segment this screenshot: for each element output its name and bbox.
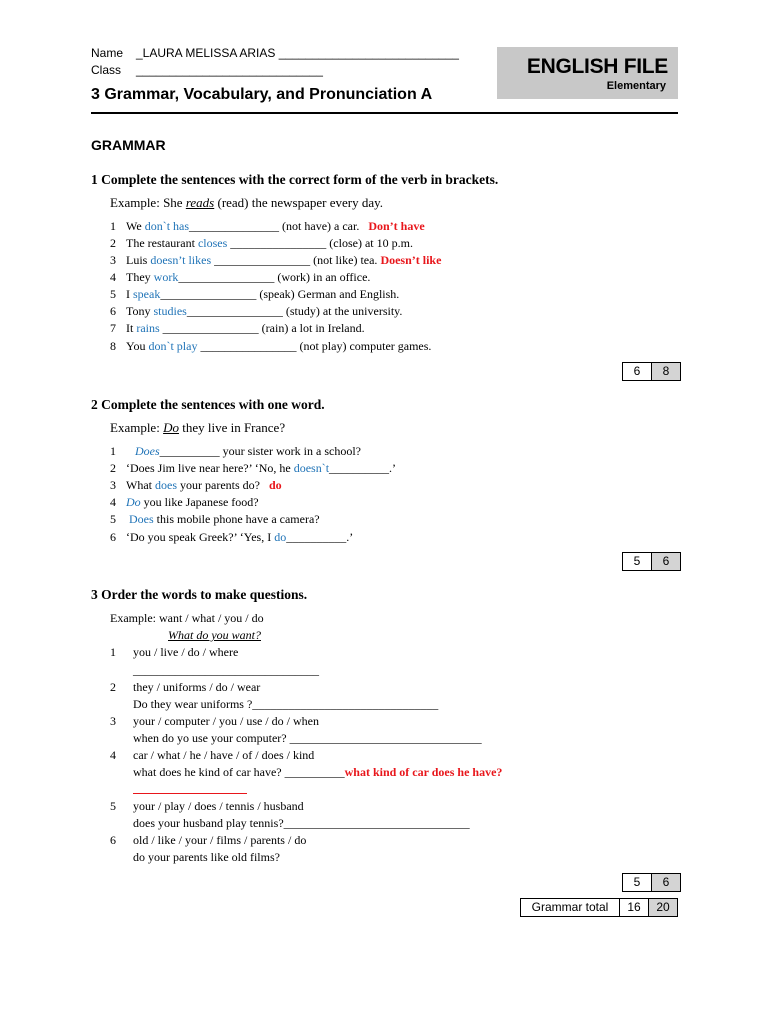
score-got: 6 [623, 363, 652, 380]
ex1-heading: 1 Complete the sentences with the correct form of the verb in brackets. [91, 172, 499, 187]
score-got: 5 [623, 553, 652, 570]
list-item: 3 Luis doesn’t likes ________________ (not like) tea. Doesn’t like [110, 253, 442, 267]
answer-line[interactable]: what does he kind of car have? __________what kind of car does he have? [133, 765, 503, 779]
list-item-prompt: your / play / does / tennis / husband [133, 799, 304, 813]
name-label: Name [91, 46, 124, 60]
answer-line[interactable]: does your husband play tennis?_______________________________ [133, 816, 470, 830]
list-item: 3 What does your parents do? do [110, 478, 282, 492]
answer-line[interactable]: when do yo use your computer? ________________________________ [133, 731, 482, 745]
ex2-example: Example: Do they live in France? [110, 420, 286, 435]
ex2-example-answer: Do [163, 420, 179, 435]
list-item: 2 ‘Does Jim live near here?’ ‘No, he doesn`t__________.’ [110, 461, 397, 475]
answer-text[interactable]: rains [136, 321, 160, 335]
list-item-number: 4 [110, 748, 116, 762]
answer-line[interactable]: do your parents like old films? [133, 850, 280, 864]
answer-text[interactable]: don`t has [144, 219, 190, 233]
list-item: 4 They work________________ (work) in an office. [110, 270, 371, 284]
answer-text[interactable]: do [274, 530, 287, 544]
teacher-correction: do [268, 478, 282, 492]
answer-text[interactable]: work [153, 270, 179, 284]
page-title: 3 Grammar, Vocabulary, and Pronunciation A [91, 86, 433, 103]
score-max: 6 [652, 553, 680, 570]
list-item-number: 1 [110, 645, 116, 659]
class-label: Class [91, 63, 122, 77]
list-item: 6 ‘Do you speak Greek?’ ‘Yes, I do__________.’ [110, 530, 354, 544]
score-max: 8 [652, 363, 680, 380]
score-got: 5 [623, 874, 652, 891]
name-field[interactable]: _LAURA MELISSA ARIAS ___________________________ [136, 46, 459, 60]
list-item-number: 5 [110, 799, 116, 813]
answer-text[interactable]: closes [197, 236, 228, 250]
teacher-correction: Don’t have [368, 219, 425, 233]
list-item: 5 I speak________________ (speak) German and English. [110, 287, 400, 301]
list-item-prompt: your / computer / you / use / do / when [133, 714, 319, 728]
answer-text[interactable]: doesn’t likes [150, 253, 212, 267]
answer-text[interactable]: studies [153, 304, 187, 318]
ex2-heading: 2 Complete the sentences with one word. [91, 397, 325, 412]
grammar-total-box [520, 898, 678, 917]
list-item-number: 6 [110, 833, 116, 847]
list-item: 1 We don`t has_______________ (not have) a car. Don’t have [110, 219, 425, 233]
logo-title: ENGLISH FILE [526, 55, 668, 78]
score-max: 6 [652, 874, 680, 891]
ex1-example: Example: She reads (read) the newspaper every day. [110, 195, 384, 210]
answer-text[interactable]: Do [126, 495, 141, 509]
logo-subtitle: Elementary [606, 80, 666, 92]
ex2-score-box [622, 552, 681, 571]
answer-line[interactable]: Do they wear uniforms ?_______________________________ [133, 697, 439, 711]
english-file-logo [497, 47, 678, 99]
list-item: 1 Does__________ your sister work in a school? [110, 444, 361, 458]
answer-text[interactable]: speak [133, 287, 161, 301]
ex3-heading: 3 Order the words to make questions. [91, 587, 308, 602]
grammar-total-label: Grammar total [521, 899, 620, 916]
answer-text[interactable]: does [155, 478, 177, 492]
answer-text[interactable]: Does [129, 512, 154, 526]
ex1-score-box [622, 362, 681, 381]
ex3-score-box [622, 873, 681, 892]
ex1-example-answer: reads [185, 195, 215, 210]
correction-underline [133, 793, 247, 794]
list-item-prompt: you / live / do / where [133, 645, 239, 659]
list-item-number: 2 [110, 680, 116, 694]
teacher-correction: Doesn’t like [380, 253, 442, 267]
list-item: 6 Tony studies________________ (study) at the university. [110, 304, 403, 318]
list-item-number: 3 [110, 714, 116, 728]
list-item: 4 Do you like Japanese food? [110, 495, 259, 509]
list-item-prompt: they / uniforms / do / wear [133, 680, 261, 694]
section-heading: GRAMMAR [91, 137, 166, 153]
ex3-example-answer: What do you want? [168, 628, 261, 642]
answer-text[interactable]: Does [135, 444, 160, 458]
answer-line[interactable]: _______________________________ [133, 663, 319, 677]
score-got: 16 [620, 899, 649, 916]
list-item: 8 You don`t play ________________ (not play) computer games. [110, 339, 432, 353]
list-item: 2 The restaurant closes ________________ (close) at 10 p.m. [110, 236, 413, 250]
score-max: 20 [649, 899, 677, 916]
list-item: 7 It rains ________________ (rain) a lot in Ireland. [110, 321, 365, 335]
ex3-example-prompt: Example: want / what / you / do [110, 611, 264, 625]
class-field[interactable]: ____________________________ [136, 63, 323, 77]
answer-text[interactable]: doesn`t [293, 461, 330, 475]
list-item-prompt: old / like / your / films / parents / do [133, 833, 307, 847]
answer-text[interactable]: don`t play [148, 339, 198, 353]
list-item: 5 Does this mobile phone have a camera? [110, 512, 320, 526]
header-divider [91, 112, 678, 114]
teacher-correction: what kind of car does he have? [344, 765, 503, 779]
list-item-prompt: car / what / he / have / of / does / kind [133, 748, 315, 762]
